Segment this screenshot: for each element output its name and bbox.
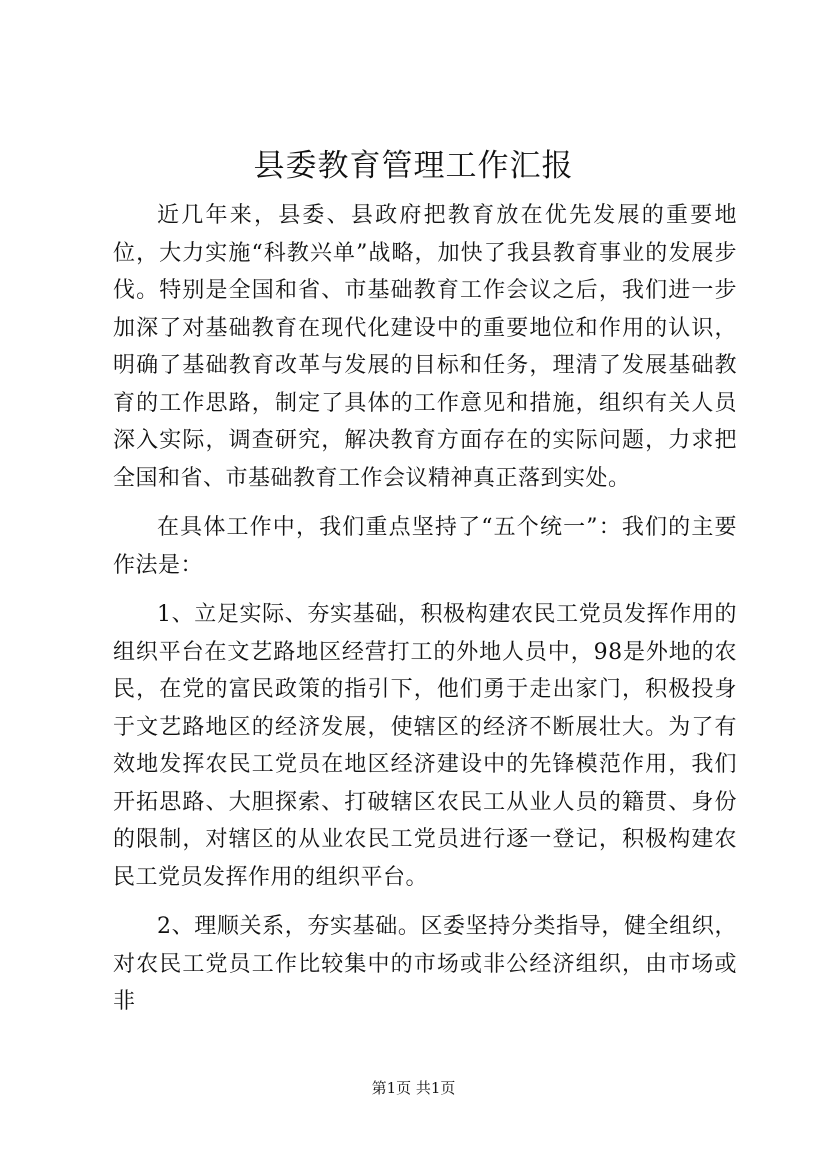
paragraph-1: 近几年来，县委、县政府把教育放在优先发展的重要地位，大力实施“科教兴单”战略，加快了我县教育事业的发展步伐。特别是全国和省、市基础教育工作会议之后，我们进一步加深了对基础教育在现代化建设中的重要地位和作用的认识，明确了基础教育改革与发展的目标和任务，理清了发展基础教育的工作思路，制定了具体的工作意见和措施，组织有关人员深入实际，调查研究，解决教育方面存在的实际问题，力求把全国和省、市基础教育工作会议精神真正落到实处。 — [113, 203, 737, 491]
document-body — [113, 197, 737, 1033]
page-footer: 第1页 共1页 — [371, 1079, 456, 1097]
paragraph-4: 2、理顺关系，夯实基础。区委坚持分类指导，健全组织，对农民工党员工作比较集中的市场或非公经济组织，由市场或非 — [113, 914, 737, 1014]
document-title: 县委教育管理工作汇报 — [253, 148, 574, 184]
paragraph-2: 在具体工作中，我们重点坚持了“五个统一”：我们的主要作法是： — [113, 515, 737, 578]
paragraph-3: 1、立足实际、夯实基础，积极构建农民工党员发挥作用的组织平台在文艺路地区经营打工的外地人员中，98是外地的农民，在党的富民政策的指引下，他们勇于走出家门，积极投身于文艺路地区的经济发展，使辖区的经济不断展壮大。为了有效地发挥农民工党员在地区经济建设中的先锋模范作用，我们开拓思路、大胆探索、打破辖区农民工从业人员的籍贯、身份的限制，对辖区的从业农民工党员进行逐一登记，积极构建农民工党员发挥作用的组织平台。 — [113, 602, 737, 890]
